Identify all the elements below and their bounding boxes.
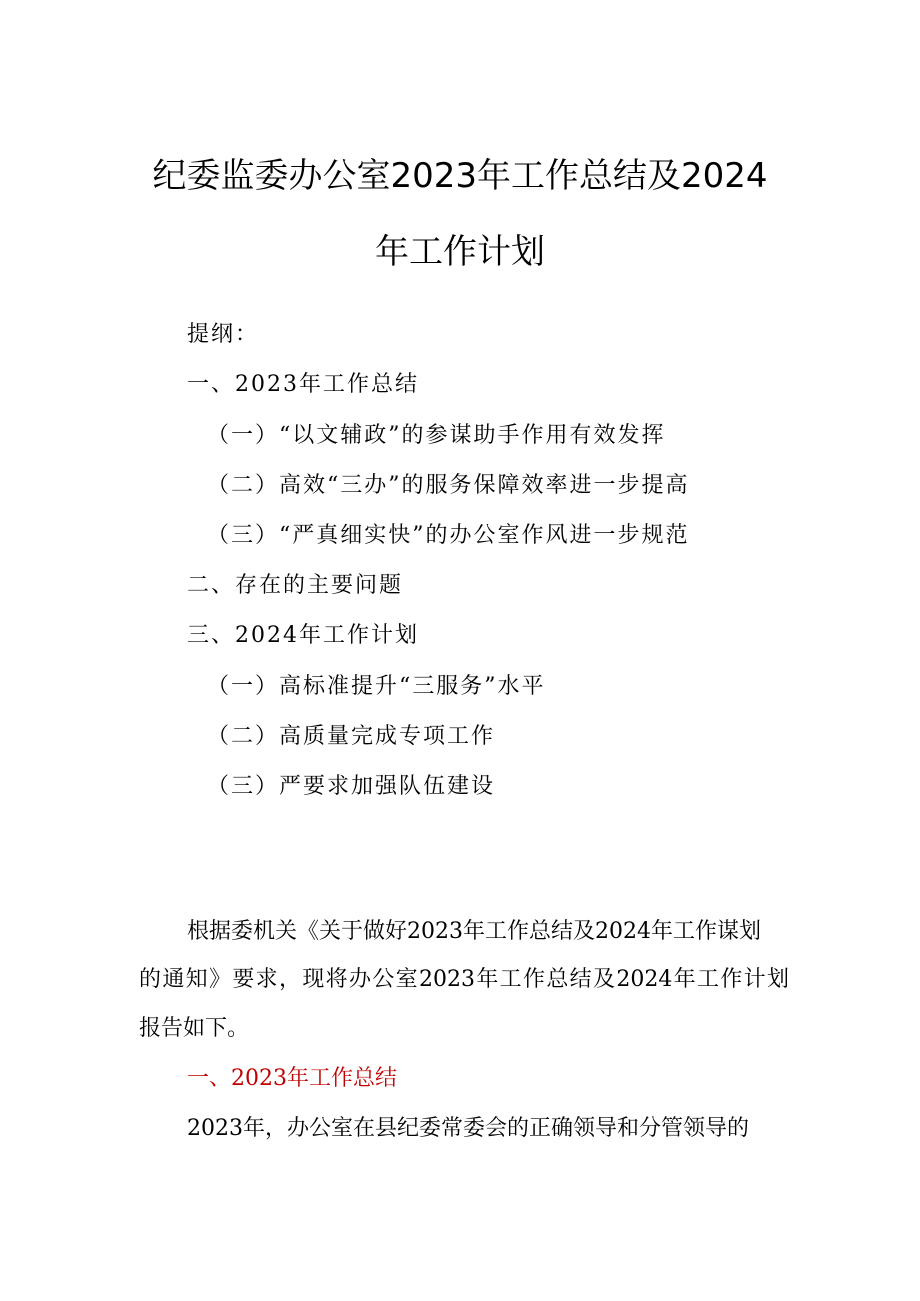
outline-item-3: 三、2024年工作计划	[187, 623, 419, 648]
outline-item-3-2: （二）高质量完成专项工作	[207, 724, 496, 749]
outline-item-1: 一、2023年工作总结	[187, 372, 419, 397]
outline-item-3-1: （一）高标准提升“三服务”水平	[207, 674, 546, 699]
section-1-heading: 一、2023年工作总结	[187, 1066, 397, 1091]
document-title-line-1: 纪委监委办公室2023年工作总结及2024	[152, 156, 768, 196]
outline-item-1-1: （一）“以文辅政”的参谋助手作用有效发挥	[207, 423, 666, 448]
intro-line-1: 根据委机关《关于做好2023年工作总结及2024年工作谋划	[187, 919, 761, 944]
intro-line-3: 报告如下。	[139, 1016, 250, 1041]
outline-item-1-3: （三）“严真细实快”的办公室作风进一步规范	[207, 523, 690, 548]
intro-line-2: 的通知》要求，现将办公室2023年工作总结及2024年工作计划	[139, 967, 789, 992]
outline-item-3-3: （三）严要求加强队伍建设	[207, 774, 496, 799]
outline-label: 提纲：	[187, 322, 260, 347]
section-1-paragraph-line: 2023年，办公室在县纪委常委会的正确领导和分管领导的	[187, 1116, 749, 1141]
outline-item-1-2: （二）高效“三办”的服务保障效率进一步提高	[207, 473, 690, 498]
document-title-line-2: 年工作计划	[375, 232, 545, 272]
outline-item-2: 二、存在的主要问题	[187, 573, 404, 598]
